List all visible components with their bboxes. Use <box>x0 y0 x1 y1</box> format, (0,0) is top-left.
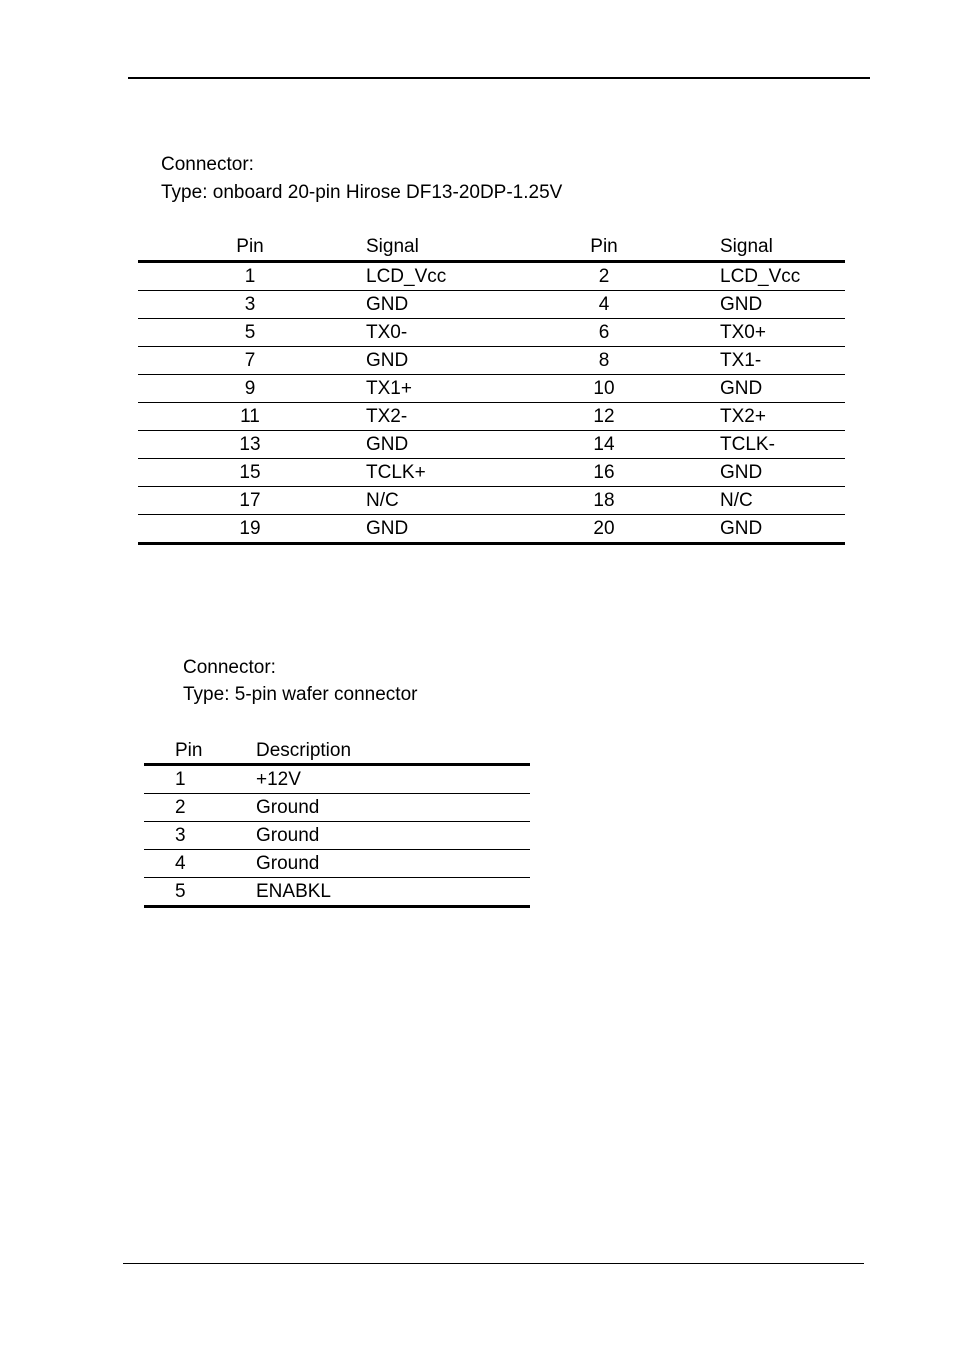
table-row <box>138 403 845 431</box>
description-cell: +12V <box>256 769 301 790</box>
header-rule <box>128 77 870 79</box>
lvds-connector-label: Connector: <box>161 154 254 175</box>
signal-cell: TX2+ <box>720 406 766 427</box>
signal-cell: GND <box>366 518 409 539</box>
signal-cell: LCD_Vcc <box>720 266 801 287</box>
header-pin: Pin <box>236 236 264 257</box>
pin-cell: 3 <box>175 825 186 846</box>
signal-cell: GND <box>720 294 763 315</box>
table-row <box>138 375 845 403</box>
description-cell: Ground <box>256 797 320 818</box>
lvds-type-label: Type: onboard 20-pin Hirose DF13-20DP-1.25V <box>161 182 563 203</box>
signal-cell: TX1+ <box>366 378 412 399</box>
header-description: Description <box>256 740 352 761</box>
pin-cell: 13 <box>239 434 261 455</box>
pin-cell: 18 <box>593 490 615 511</box>
table-row <box>138 515 845 545</box>
table-row <box>138 291 845 319</box>
table-row <box>144 794 530 822</box>
pin-cell: 8 <box>598 350 610 371</box>
footer-rule <box>123 1263 864 1264</box>
signal-cell: TCLK- <box>720 434 775 455</box>
table-row <box>138 431 845 459</box>
pin-cell: 16 <box>593 462 615 483</box>
pin-cell: 19 <box>239 518 261 539</box>
table-row <box>144 822 530 850</box>
pin-cell: 2 <box>175 797 186 818</box>
signal-cell: TX0- <box>366 322 408 343</box>
table-header <box>144 737 530 766</box>
signal-cell: N/C <box>366 490 399 511</box>
header-pin: Pin <box>590 236 618 257</box>
signal-cell: TCLK+ <box>366 462 426 483</box>
pin-cell: 7 <box>244 350 256 371</box>
pin-cell: 6 <box>598 322 610 343</box>
table-row <box>144 850 530 878</box>
pin-cell: 5 <box>175 881 186 902</box>
backlight-type-label: Type: 5-pin wafer connector <box>183 684 418 705</box>
table-row <box>138 487 845 515</box>
table-row <box>144 878 530 908</box>
pin-cell: 14 <box>593 434 615 455</box>
signal-cell: TX1- <box>720 350 762 371</box>
table-header <box>138 233 845 263</box>
signal-cell: TX0+ <box>720 322 766 343</box>
pin-cell: 11 <box>240 406 260 427</box>
pin-cell: 12 <box>593 406 615 427</box>
pin-cell: 4 <box>598 294 610 315</box>
signal-cell: LCD_Vcc <box>366 266 447 287</box>
signal-cell: GND <box>720 518 763 539</box>
signal-cell: N/C <box>720 490 753 511</box>
lvds-pin-table <box>138 233 845 545</box>
signal-cell: GND <box>366 434 409 455</box>
description-cell: Ground <box>256 853 320 874</box>
pin-cell: 5 <box>244 322 256 343</box>
pin-cell: 15 <box>239 462 261 483</box>
pin-cell: 4 <box>175 853 186 874</box>
pin-cell: 3 <box>244 294 256 315</box>
signal-cell: TX2- <box>366 406 408 427</box>
header-signal: Signal <box>366 236 419 257</box>
signal-cell: GND <box>720 462 763 483</box>
header-pin: Pin <box>175 740 203 761</box>
pin-cell: 1 <box>175 769 186 790</box>
signal-cell: GND <box>366 294 409 315</box>
table-row <box>138 263 845 291</box>
backlight-pin-table <box>144 737 530 908</box>
pin-cell: 9 <box>244 378 256 399</box>
description-cell: Ground <box>256 825 320 846</box>
header-signal: Signal <box>720 236 773 257</box>
table-row <box>138 347 845 375</box>
backlight-connector-label: Connector: <box>183 657 276 678</box>
table-row <box>138 319 845 347</box>
signal-cell: GND <box>720 378 763 399</box>
signal-cell: GND <box>366 350 409 371</box>
pin-cell: 20 <box>593 518 615 539</box>
pin-cell: 17 <box>239 490 261 511</box>
pin-cell: 2 <box>598 266 610 287</box>
table-row <box>144 766 530 794</box>
table-row <box>138 459 845 487</box>
pin-cell: 1 <box>244 266 256 287</box>
pin-cell: 10 <box>593 378 615 399</box>
description-cell: ENABKL <box>256 881 331 902</box>
